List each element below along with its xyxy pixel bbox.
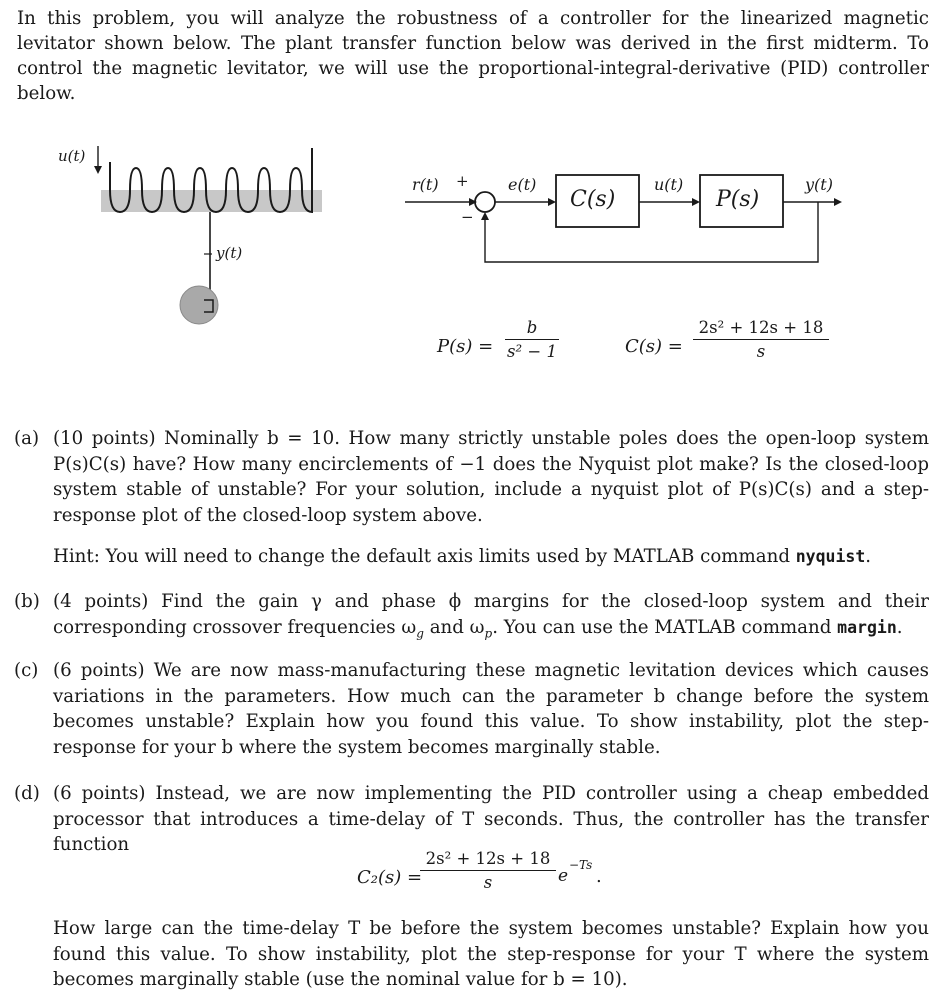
delay-eq-exp: e <box>558 866 569 886</box>
part-d-text2: How large can the time-delay T be before the system becomes unstable? Explain how you found this value. To show instability, plot the step-response for your T where the system becomes marginally stable (use the nominal value for b = 10). <box>53 918 929 990</box>
error-label: e(t) <box>508 175 537 194</box>
control-signal-label: u(t) <box>654 175 684 194</box>
controller-label: C(s) <box>570 187 616 212</box>
part-b-label: (b) <box>14 591 40 612</box>
controller-eq-denominator: s <box>756 342 766 361</box>
delay-eq-numerator: 2s² + 12s + 18 <box>420 849 556 871</box>
delay-eq-exp-sup: −Ts <box>569 858 593 872</box>
delay-eq-lhs: C₂(s) = <box>357 867 423 888</box>
levitator-position-label: y(t) <box>216 244 243 262</box>
plant-eq-denominator: s² − 1 <box>507 342 557 361</box>
hint-text: Hint: You will need to change the default axis limits used by MATLAB command <box>53 546 796 567</box>
hint-code: nyquist <box>795 547 866 566</box>
levitator-diagram <box>94 146 322 324</box>
part-b-text-post: . You can use the MATLAB command <box>492 616 838 638</box>
controller-eq-lhs: C(s) = <box>625 336 683 357</box>
minus-sign: − <box>461 208 474 226</box>
levitator-input-label: u(t) <box>58 147 86 165</box>
part-a-label: (a) <box>14 428 40 449</box>
plant-eq-lhs: P(s) = <box>437 336 494 357</box>
sub-p: p <box>484 626 493 641</box>
plus-sign: + <box>456 172 469 190</box>
part-d-text: (6 points) Instead, we are now implementing the PID controller using a cheap embedded processor that introduces a time-delay of T seconds. Thus, the controller has the transfer function <box>53 783 929 855</box>
part-b-text-mid: and ω <box>423 616 485 638</box>
plant-eq-fraction <box>505 318 559 361</box>
output-label: y(t) <box>805 175 833 194</box>
delay-eq-tail: . <box>596 866 602 887</box>
controller-eq-numerator: 2s² + 12s + 18 <box>693 318 829 340</box>
part-a-hint <box>53 544 929 570</box>
part-c-label: (c) <box>14 660 39 681</box>
controller-eq-fraction <box>693 318 829 361</box>
part-d-label: (d) <box>14 783 40 804</box>
delay-eq-fraction <box>420 849 556 892</box>
intro-paragraph: In this problem, you will analyze the robustness of a controller for the linearized magnetic levitator shown below. The plant transfer function below was derived in the first midterm. To control the magnetic levitator, we will use the proportional-integral-derivative (PID) controller below. <box>17 8 929 104</box>
plant-label: P(s) <box>716 187 760 212</box>
part-b-text <box>53 589 929 647</box>
summing-junction <box>475 192 495 212</box>
margin-code: margin <box>837 617 897 637</box>
part-b-end: . <box>896 616 903 638</box>
part-a-text: (10 points) Nominally b = 10. How many strictly unstable poles does the open-loop system P(s)C(s) have? How many encirclements of −1 does the Nyquist plot make? Is the closed-loop system stable of unstable? For your solution, include a nyquist plot of P(s)C(s) and a step-response plot of the closed-loop system above. <box>53 428 929 526</box>
hint-end: . <box>865 546 872 567</box>
delay-eq-denominator: s <box>483 873 493 892</box>
part-b-text-pre: (4 points) Find the gain γ and phase ϕ margins for the closed-loop system and their corresponding crossover frequencies ω <box>53 591 929 638</box>
reference-label: r(t) <box>412 175 439 194</box>
plant-eq-numerator: b <box>505 318 559 340</box>
part-c-text: (6 points) We are now mass-manufacturing these magnetic levitation devices which causes variations in the parameters. How much can the parameter b change before the system becomes unstable? Explain how you found this value. To show instability, plot the step-response for your b where the system becomes marginally stable. <box>53 660 929 758</box>
sub-g: g <box>416 626 424 641</box>
